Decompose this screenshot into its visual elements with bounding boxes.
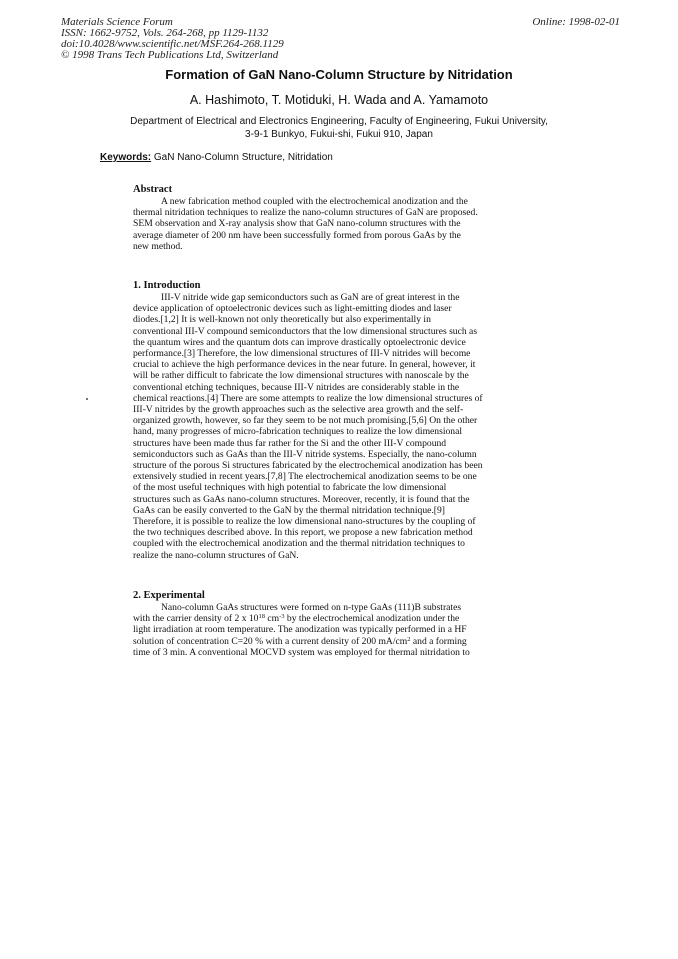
text-line: extensively studied in recent years.[7,8] The electrochemical anodization seems to be one: [133, 471, 477, 483]
introduction-heading: 1. Introduction: [133, 280, 201, 291]
paper-authors: A. Hashimoto, T. Motiduki, H. Wada and A. Yamamoto: [189, 93, 489, 107]
text-line: performance.[3] Therefore, the low dimensional structures of III-V nitrides will become: [133, 348, 471, 360]
abstract-body: [133, 196, 528, 252]
text-line: crucial to achieve the high performance devices in the near future. In general, however, it: [133, 359, 476, 371]
text-line: GaAs can be easily converted to the GaN by the thermal nitridation technique.[9]: [133, 504, 445, 516]
text-line: device application of optoelectronic devices such as light-emitting diodes and laser: [133, 303, 452, 315]
text-line: diodes.[1,2] It is well-known not only theoretically but also experimentally in: [133, 314, 431, 326]
abstract-heading: Abstract: [133, 184, 173, 195]
text-line: structures such as GaAs nano-column structures. Moreover, recently, it is found that the: [133, 493, 470, 505]
superscript: 18: [258, 613, 265, 621]
text-line: structures have been made thus far rather for the Si and the other III-V compound: [133, 437, 447, 449]
text-run: and a forming: [410, 635, 467, 647]
introduction-section: [133, 280, 528, 561]
experimental-heading: 2. Experimental: [133, 590, 205, 601]
keywords: [100, 152, 333, 163]
text-line: light irradiation at room temperature. The anodization was typically performed in a HF: [133, 624, 467, 636]
superscript: -3: [279, 613, 285, 621]
text-line: will be rather difficult to fabricate the low dimensional structures with nanoscale by the: [133, 370, 469, 382]
text-line: [133, 636, 528, 647]
text-line: semiconductors such as GaAs than the III-V nitride systems. Especially, the nano-column: [133, 448, 477, 460]
affiliation-line: 3-9-1 Bunkyo, Fukui-shi, Fukui 910, Japan: [245, 128, 433, 140]
text-line: average diameter of 200 nm have been successfully formed from porous GaAs by the: [133, 229, 461, 241]
text-line: new method.: [133, 240, 183, 252]
text-line: coupled with the electrochemical anodization and the thermal nitridation techniques to: [133, 538, 465, 550]
keywords-label: Keywords:: [100, 152, 152, 163]
text-line: [133, 613, 528, 624]
copyright-line: © 1998 Trans Tech Publications Ltd, Switzerland: [61, 49, 279, 61]
text-line: A new fabrication method coupled with the electrochemical anodization and the: [161, 196, 468, 207]
text-line: the quantum wires and the quantum dots can improve drastically optoelectronic device: [133, 336, 466, 348]
paper-title: Formation of GaN Nano-Column Structure by Nitridation: [165, 67, 513, 82]
abstract-section: [133, 184, 528, 252]
text-line: the two techniques described above. In this report, we propose a new fabrication method: [133, 527, 473, 539]
text-line: Nano-column GaAs structures were formed on n-type GaAs (111)B substrates: [161, 602, 462, 613]
text-line: SEM observation and X-ray analysis show that GaN nano-column structures with the: [133, 218, 461, 230]
doi-line[interactable]: doi:10.4028/www.scientific.net/MSF.264-268.1129: [61, 38, 284, 50]
experimental-section: [133, 590, 528, 658]
affiliation-line: Department of Electrical and Electronics Engineering, Faculty of Engineering, Fukui University,: [130, 116, 548, 127]
online-date: Online: 1998-02-01: [532, 16, 620, 28]
margin-mark: [86, 398, 88, 400]
text-line: conventional III-V compound semiconductors that the low dimensional structures such as: [133, 325, 478, 337]
header-citation: [61, 17, 361, 61]
introduction-body: [133, 292, 528, 561]
affiliation: [100, 116, 578, 141]
journal-name: Materials Science Forum: [61, 16, 173, 28]
text-run: with the carrier density of 2 x 10: [133, 613, 259, 625]
text-line: Therefore, it is possible to realize the low dimensional nano-structures by the coupling of: [133, 516, 476, 528]
text-line: thermal nitridation techniques to realize the nano-column structures of GaN are proposed.: [133, 207, 478, 219]
text-line: III-V nitrides by the growth approaches such as the selective area growth and the self-: [133, 404, 464, 416]
text-line: organized growth, however, so far they seem to be not much promising.[5,6] On the other: [133, 415, 478, 427]
experimental-body: [133, 602, 528, 658]
text-line: realize the nano-column structures of GaN.: [133, 549, 299, 561]
text-line: time of 3 min. A conventional MOCVD system was employed for thermal nitridation to: [133, 646, 470, 658]
text-run: by the electrochemical anodization under the: [284, 613, 460, 625]
issn-line: ISSN: 1662-9752, Vols. 264-268, pp 1129-1132: [61, 27, 269, 39]
keywords-text: GaN Nano-Column Structure, Nitridation: [153, 152, 333, 163]
text-run: solution of concentration C=20 % with a current density of 200 mA/cm: [133, 635, 408, 647]
superscript: 2: [407, 635, 411, 643]
text-line: III-V nitride wide gap semiconductors such as GaN are of great interest in the: [161, 292, 460, 303]
text-run: cm: [264, 613, 280, 625]
text-line: of the most useful techniques with high potential to fabricate the low dimensional: [133, 482, 447, 494]
text-line: chemical reactions.[4] There are some attempts to realize the low dimensional structures of: [133, 392, 483, 404]
text-line: hand, many progresses of micro-fabrication techniques to realize the low dimensional: [133, 426, 463, 438]
text-line: structure of the porous Si structures fabricated by the electrochemical anodization has been: [133, 460, 483, 472]
text-line: conventional etching techniques, because III-V nitrides are considerably stable in the: [133, 381, 460, 393]
